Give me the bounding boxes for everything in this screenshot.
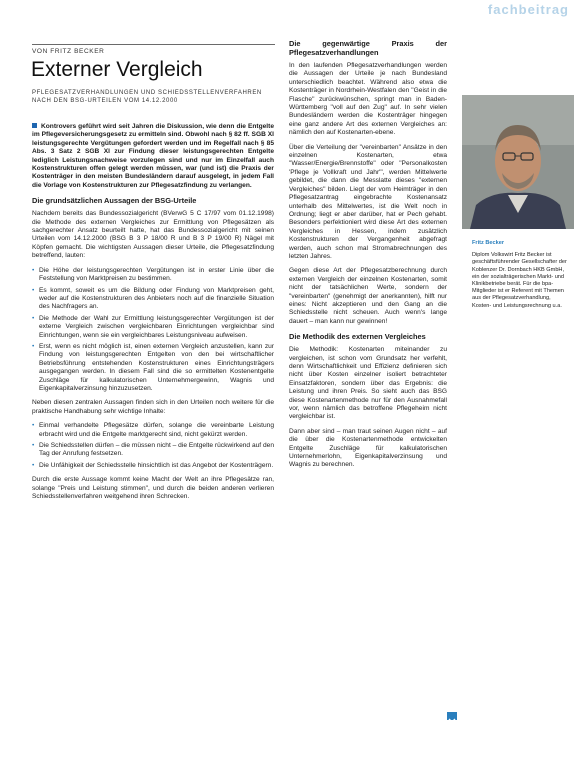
article-subtitle: PFLEGESATZVERHANDLUNGEN UND SCHIEDSSTELLENVERFAHREN NACH DEN BSG-URTEILEN VOM 14.12.2000 xyxy=(32,90,262,104)
list-item: • Die Höhe der leistungsgerechten Vergütungen ist in erster Linie über die Feststellung von Marktpreisen zu bestimmen. xyxy=(39,267,274,284)
lead-paragraph xyxy=(32,123,274,190)
list-item: • Die Unfähigkeit der Schiedsstelle hinsichtlich ist das Angebot der Kostenträgern. xyxy=(39,462,274,470)
top-divider xyxy=(32,44,275,45)
list-item: • Einmal verhandelte Pflegesätze dürfen, solange die vereinbarte Leistung erbracht wird und die Entgelte marktgerecht sind, nicht gekürzt werden. xyxy=(39,422,274,439)
paragraph: Nachdem bereits das Bundessozialgericht (BVerwG 5 C 17/97 vom 01.12.1998) die Methode des externen Vergleiches zur Ermittlung von Pflegesätzen als sachgerechter Ansatz beurteilt hatte, hat das Bundessozialgericht mit seinen Urteilen vom 14.12.2000 (BSG B 3 P 18/00 R und B 3 P 19/00 R) Nägel mit Köpfen gemacht. Die wichtigsten Aussagen dieser Urteile, die Pflegesatzfindung betreffend, lauten: xyxy=(32,210,274,260)
author-caption xyxy=(472,240,568,310)
caption-name: Fritz Becker xyxy=(472,240,505,246)
bullet-list-1 xyxy=(32,267,274,394)
article-title: Externer Vergleich xyxy=(31,58,203,81)
column-middle xyxy=(289,37,447,476)
section-heading-bsg: Die grundsätzlichen Aussagen der BSG-Urteile xyxy=(32,196,197,206)
list-item: • Die Schiedsstellen dürfen – die müssen nicht – die Entgelte rückwirkend auf den Tag der Anrufung festsetzen. xyxy=(39,442,274,459)
continue-arrow-icon xyxy=(447,712,457,720)
caption-text: Diplom Volkswirt Fritz Becker ist geschäftsführender Gesellschafter der Koblenzer Dr. Dornbach HKB GmbH, ein der sozialträgerischen Markt- und Klinikbetriebe berät. Für die bpa-Mitglieder ist er Referent mit Themen aus der Pflegesatzverhandlung, Kosten- und Leistungsrechnung u.a. xyxy=(472,252,567,309)
author-line: VON FRITZ BECKER xyxy=(32,48,105,55)
column-left xyxy=(32,123,274,507)
blue-square-icon xyxy=(32,123,37,128)
paragraph: Gegen diese Art der Pflegesatzberechnung durch externen Vergleich der einzelnen Kostenarten, somit nicht der tatsächlichen Werte, sondern der "vereinbarten" (genehmigt der anerkannten), hilft nur eines: Nicht akzeptieren und den Gang an die Schiedsstelle nicht scheuen. Auch wenn's lange dauert – man kann nur gewinnen! xyxy=(289,267,447,325)
list-item: • Erst, wenn es nicht möglich ist, einen externen Vergleich anzustellen, kann zur Findung von leistungsgerechten Entgelten von den bei wirtschaftlicher Betriebsführung entstehenden Kostenstrukturen eines Einrichtungsträgers ausgegangen werden. In diesem Fall sind die so ermittelten Kostenentgelte Zuschläge für kalkulatorischen Unternehmergewinn, Wagnis und Eigenkapitalverzinsung hinzuzusetzen. xyxy=(39,343,274,393)
paragraph: Durch die erste Aussage kommt keine Macht der Welt an ihre Pflegesätze ran, solange "Preis und Leistung stimmen", und durch die beiden anderen verlieren Schiedsstellenverfahren weitgehend ihren Schrecken. xyxy=(32,476,274,501)
paragraph: In den laufenden Pflegesatzverhandlungen werden die Aussagen der Urteile je nach Bundesland unterschiedlich beachtet. Während also etwa die Kostenträger in Nordrhein-Westfalen den "Geist in die Flasche" zurückwünschen, springt man in Baden-Württemberg "voll auf den Zug" auf. In sehr vielen Bundesländern werden die Kostenträger hingegen eine ganz andere Art des externen Vergleiches an: nämlich den auf Kostenarten-ebene. xyxy=(289,62,447,137)
paragraph: Über die Verteilung der "vereinbarten" Ansätze in den einzelnen Kostenarten, etwa "Wasser/Energie/Brennstoffe" oder "Personalkosten 'Pflege je Vollkraft und Jahr'", werden Mittelwerte gebildet, die dann die Messlatte dieses "externen Vergleiches" bilden. Liegt der vom Heimträger in den Pflegesatzantrag eingebrachte Kostenansatz unterhalb des Mittelwertes, ist die Welt noch in Ordnung; liegt er aber darüber, hat er Pech gehabt. Besonders perfektioniert wird diese Art des externen Vergleiches in Hessen, indem zusätzlich Kostenstrukturen der Vergangenheit abgefragt werden, auch schon mal Stromabrechnungen des letzten Jahres. xyxy=(289,143,447,260)
list-item: • Es kommt, soweit es um die Bildung oder Findung von Marktpreisen geht, weder auf die Kostenstrukturen des Anbieters noch auf die finanzielle Situation des Nachfragers an. xyxy=(39,287,274,312)
bullet-list-2 xyxy=(32,422,274,470)
lead-text: Kontrovers geführt wird seit Jahren die Diskussion, wie denn die Entgelte im Pflegeversicherungsgesetz zu ermitteln sind. Obwohl nach § 82 ff. SGB XI leistungsgerechte Vergütungen gefordert werden und im Regelfall nach § 85 Abs. 3 Satz 2 SGB XI zur Findung dieser leistungsgerechten Entgelte lediglich Leistungsnachweise vorzulegen sind und nur im Einzelfall auch Kostenstrukturen offen gelegt werden müssen, war (und ist) die Praxis der Kostenträger in den meisten Bundesländern darauf ausgelegt, in jedem Fall die Vorlage von Kostenstrukturen zur Pflegesatzfindung zu verlangen. xyxy=(32,123,274,189)
section-tag: fachbeitrag xyxy=(487,2,569,17)
section-heading-methodik: Die Methodik des externen Vergleiches xyxy=(289,332,426,342)
list-item: • Die Methode der Wahl zur Ermittlung leistungsgerechter Vergütungen ist der externe Vergleich zwischen vergleichbaren Einrichtungen vergleichbar sind Einrichtungen, wenn sie ein vergleichbares Leistungsniveau aufweisen. xyxy=(39,315,274,340)
paragraph: Neben diesen zentralen Aussagen finden sich in den Urteilen noch weitere für die praktische Handhabung sehr wichtige Inhalte: xyxy=(32,399,274,415)
section-heading-praxis: Die gegenwärtige Praxis der Pflegesatzverhandlungen xyxy=(289,39,447,57)
author-photo xyxy=(462,95,574,229)
paragraph: Dann aber sind – man traut seinen Augen nicht – auf die über die Kostenartenmethode entwickelten Entgelte Zuschläge für kalkulatorischen Unternehmerlohn, Eigenkapitalverzinsung und Wagnis zu berechnen. xyxy=(289,427,447,469)
paragraph: Die Methodik: Kostenarten miteinander zu vergleichen, ist schon vom Grundsatz her verfehlt, denn Wirtschaftlichkeit und Effizienz definieren sich nicht über Kosten einzelner isoliert betrachteter Einsatzfaktoren, sondern über das Ergebnis: die Leistung und ihren Preis. So sieht auch das BSG diese Kostenartenmethode nur für den Ausnahmefall vor, wenn nämlich das betroffene Pflegeheim nicht vergleichbar ist. xyxy=(289,346,447,421)
